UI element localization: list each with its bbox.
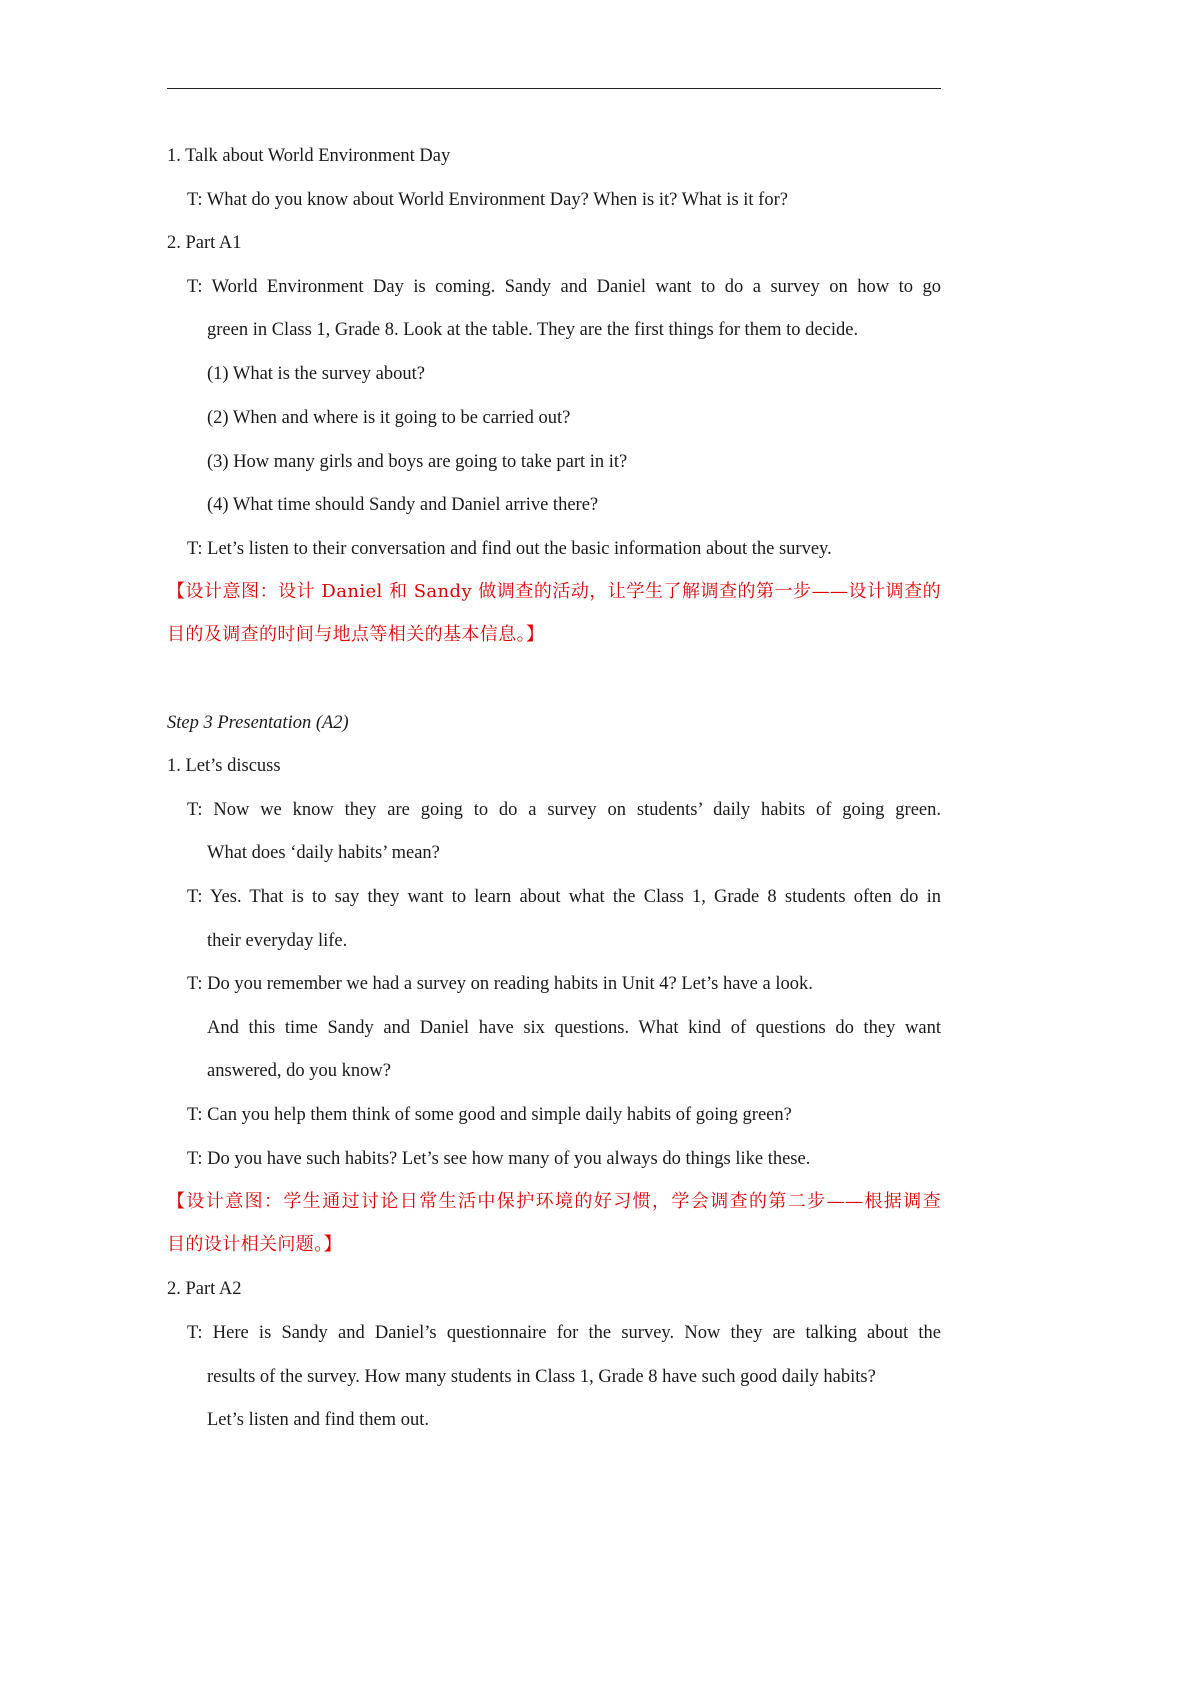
teacher-listen-instruction: T: Let’s listen to their conversation and find out the basic information about the survey. <box>187 539 832 559</box>
question-2: (2) When and where is it going to be carried out? <box>207 408 571 428</box>
teacher-daily-habits-intro: T: Now we know they are going to do a survey on students’ daily habits of going green. <box>187 800 941 820</box>
teacher-listen-find-out: Let’s listen and find them out. <box>207 1410 429 1430</box>
question-4: (4) What time should Sandy and Daniel arrive there? <box>207 495 599 515</box>
teacher-intro-survey: T: World Environment Day is coming. Sandy and Daniel want to do a survey on how to go <box>187 277 941 297</box>
teacher-six-questions: And this time Sandy and Daniel have six questions. What kind of questions do they want <box>207 1018 941 1038</box>
header-rule <box>167 88 941 89</box>
design-intent-note-2-cont: 目的设计相关问题。】 <box>167 1234 342 1255</box>
question-3: (3) How many girls and boys are going to take part in it? <box>207 452 628 472</box>
item-part-a1: 2. Part A1 <box>167 233 242 253</box>
design-intent-note-2: 【设计意图：学生通过讨论日常生活中保护环境的好习惯，学会调查的第二步——根据调查 <box>167 1191 941 1212</box>
design-intent-note-1-cont: 目的及调查的时间与地点等相关的基本信息。】 <box>167 624 545 645</box>
teacher-questionnaire-intro: T: Here is Sandy and Daniel’s questionnaire for the survey. Now they are talking about the <box>187 1323 941 1343</box>
step-3-heading: Step 3 Presentation (A2) <box>167 713 349 733</box>
design-intent-note-1: 【设计意图：设计 Daniel 和 Sandy 做调查的活动，让学生了解调查的第一步——设计调查的 <box>167 581 941 602</box>
item-part-a2: 2. Part A2 <box>167 1279 242 1299</box>
question-1: (1) What is the survey about? <box>207 364 425 384</box>
teacher-daily-habits-explain: T: Yes. That is to say they want to learn about what the Class 1, Grade 8 students often do in <box>187 887 941 907</box>
teacher-six-questions-cont: answered, do you know? <box>207 1061 391 1081</box>
teacher-questionnaire-question: results of the survey. How many students in Class 1, Grade 8 have such good daily habits? <box>207 1367 876 1387</box>
teacher-daily-habits-question: What does ‘daily habits’ mean? <box>207 843 440 863</box>
item-lets-discuss: 1. Let’s discuss <box>167 756 281 776</box>
teacher-habits-check: T: Do you have such habits? Let’s see how many of you always do things like these. <box>187 1149 811 1169</box>
teacher-good-habits-prompt: T: Can you help them think of some good and simple daily habits of going green? <box>187 1105 792 1125</box>
teacher-reading-habits-recall: T: Do you remember we had a survey on reading habits in Unit 4? Let’s have a look. <box>187 974 813 994</box>
teacher-daily-habits-explain-cont: their everyday life. <box>207 931 348 951</box>
item-talk-about-environment-day: 1. Talk about World Environment Day <box>167 146 451 166</box>
teacher-intro-survey-cont: green in Class 1, Grade 8. Look at the table. They are the first things for them to decide. <box>207 320 859 340</box>
teacher-question-environment-day: T: What do you know about World Environment Day? When is it? What is it for? <box>187 190 788 210</box>
